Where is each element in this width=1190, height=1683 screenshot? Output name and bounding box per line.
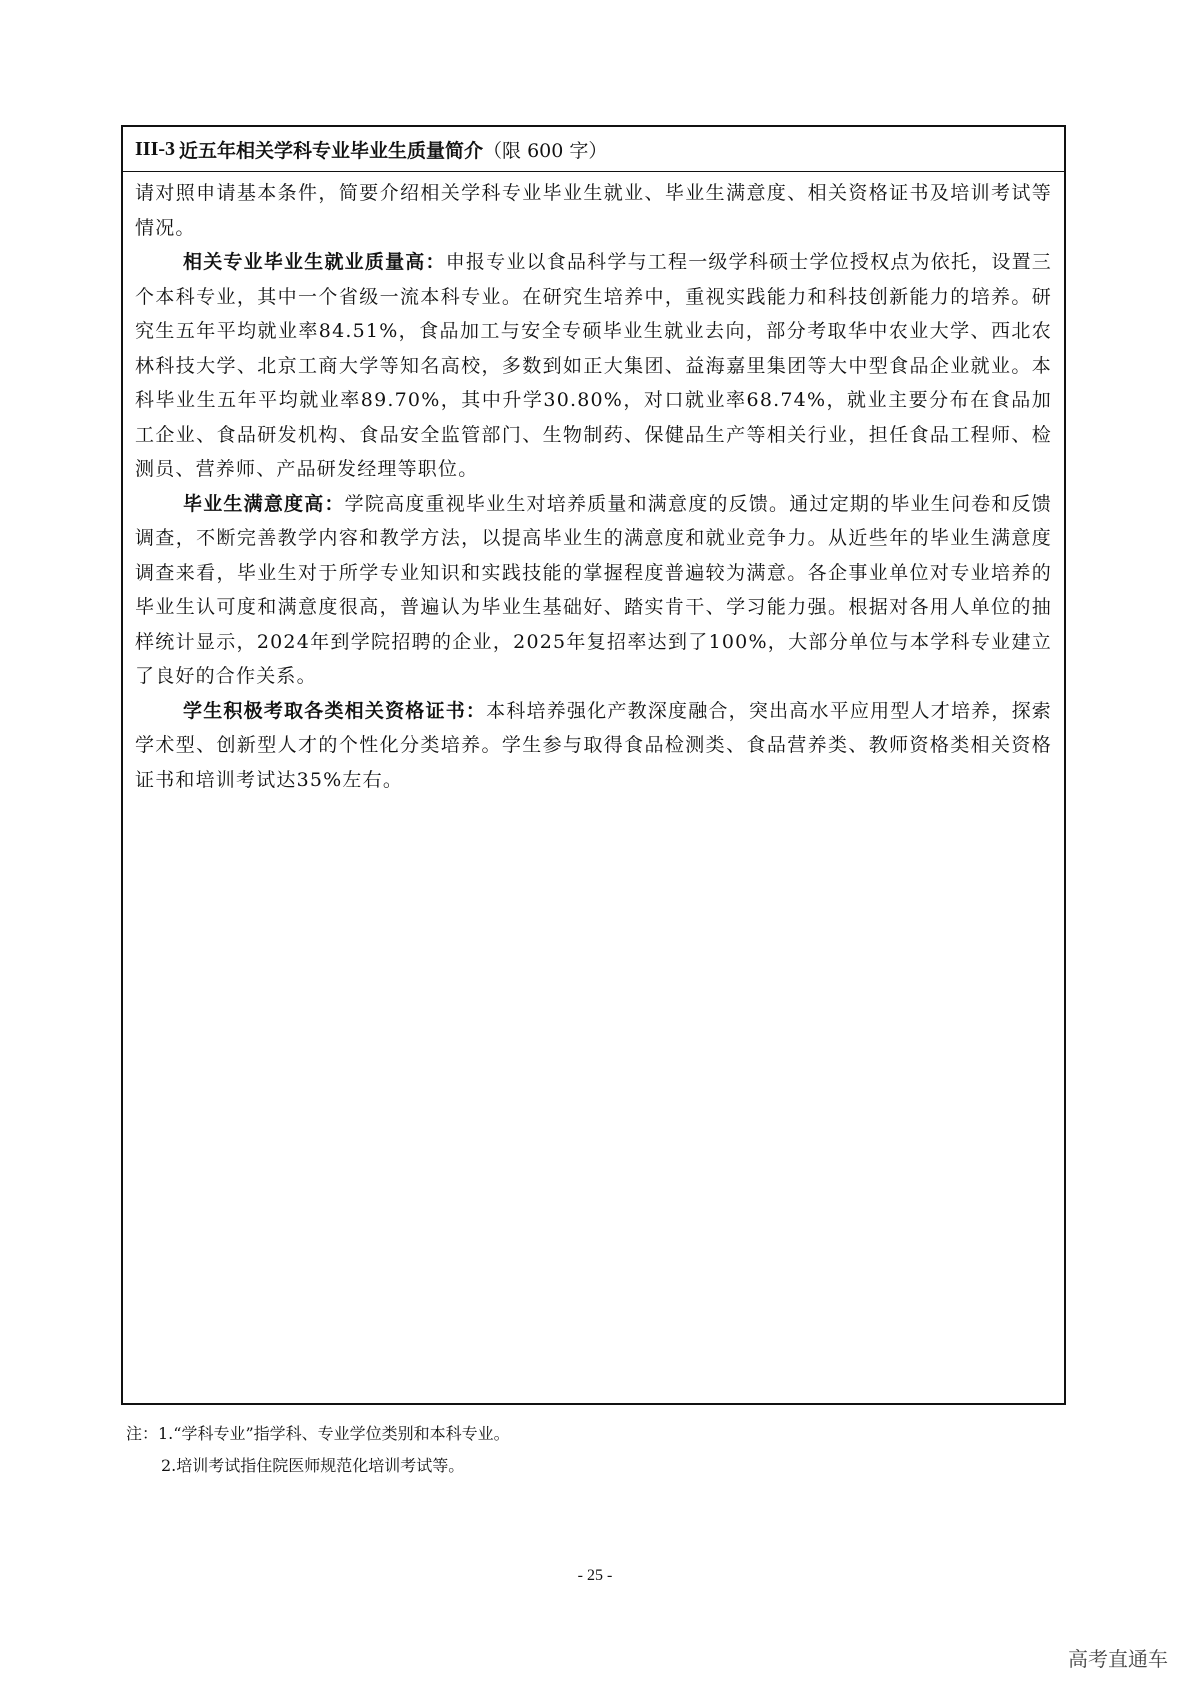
footnote-1: 注：1.“学科专业”指学科、专业学位类别和本科专业。 bbox=[126, 1424, 510, 1443]
paragraph-body: 申报专业以食品科学与工程一级学科硕士学位授权点为依托，设置三个本科专业，其中一个省级一流本科专业。在研究生培养中，重视实践能力和科技创新能力的培养。研究生五年平均就业率84.51%，食品加工与安全专硕毕业生就业去向，部分考取华中农业大学、西北农林科技大学、北京工商大学等知名高校，多数到如正大集团、益海嘉里集团等大中型食品企业就业。本科毕业生五年平均就业率89.70%，其中升学30.80%，对口就业率68.74%，就业主要分布在食品加工企业、食品研发机构、食品安全监管部门、生物制药、保健品生产等相关行业，担任食品工程师、检测员、营养师、产品研发经理等职位。 bbox=[135, 251, 1052, 480]
paragraph-heading: 学生积极考取各类相关资格证书： bbox=[183, 699, 487, 722]
section-code: III-3 bbox=[135, 137, 176, 160]
form-table bbox=[121, 125, 1066, 1405]
section-header bbox=[123, 127, 1064, 172]
paragraph-employment bbox=[135, 245, 1052, 487]
section-limit-note: （限 600 字） bbox=[483, 139, 608, 162]
paragraph-satisfaction bbox=[135, 487, 1052, 694]
watermark: 高考直通车 bbox=[1068, 1647, 1168, 1671]
paragraph-certificates bbox=[135, 694, 1052, 798]
intro-text: 请对照申请基本条件，简要介绍相关学科专业毕业生就业、毕业生满意度、相关资格证书及培训考试等情况。 bbox=[135, 182, 1052, 239]
paragraph-body: 学院高度重视毕业生对培养质量和满意度的反馈。通过定期的毕业生问卷和反馈调查，不断完善教学内容和教学方法，以提高毕业生的满意度和就业竞争力。从近些年的毕业生满意度调查来看，毕业生对于所学专业知识和实践技能的掌握程度普遍较为满意。各企事业单位对专业培养的毕业生认可度和满意度很高，普遍认为毕业生基础好、踏实肯干、学习能力强。根据对各用人单位的抽样统计显示，2024年到学院招聘的企业，2025年复招率达到了100%，大部分单位与本学科专业建立了良好的合作关系。 bbox=[135, 492, 1052, 687]
footnote-2: 2.培训考试指住院医师规范化培训考试等。 bbox=[161, 1456, 465, 1475]
paragraph-body: 本科培养强化产教深度融合，突出高水平应用型人才培养，探索学术型、创新型人才的个性化分类培养。学生参与取得食品检测类、食品营养类、教师资格类相关资格证书和培训考试达35%左右。 bbox=[135, 699, 1052, 791]
paragraph-heading: 毕业生满意度高： bbox=[183, 492, 345, 515]
section-content bbox=[123, 172, 1064, 797]
footnotes bbox=[126, 1418, 510, 1482]
paragraph-heading: 相关专业毕业生就业质量高： bbox=[183, 251, 446, 273]
page-number: - 25 - bbox=[577, 1567, 613, 1584]
section-title: 近五年相关学科专业毕业生质量简介 bbox=[179, 139, 484, 162]
